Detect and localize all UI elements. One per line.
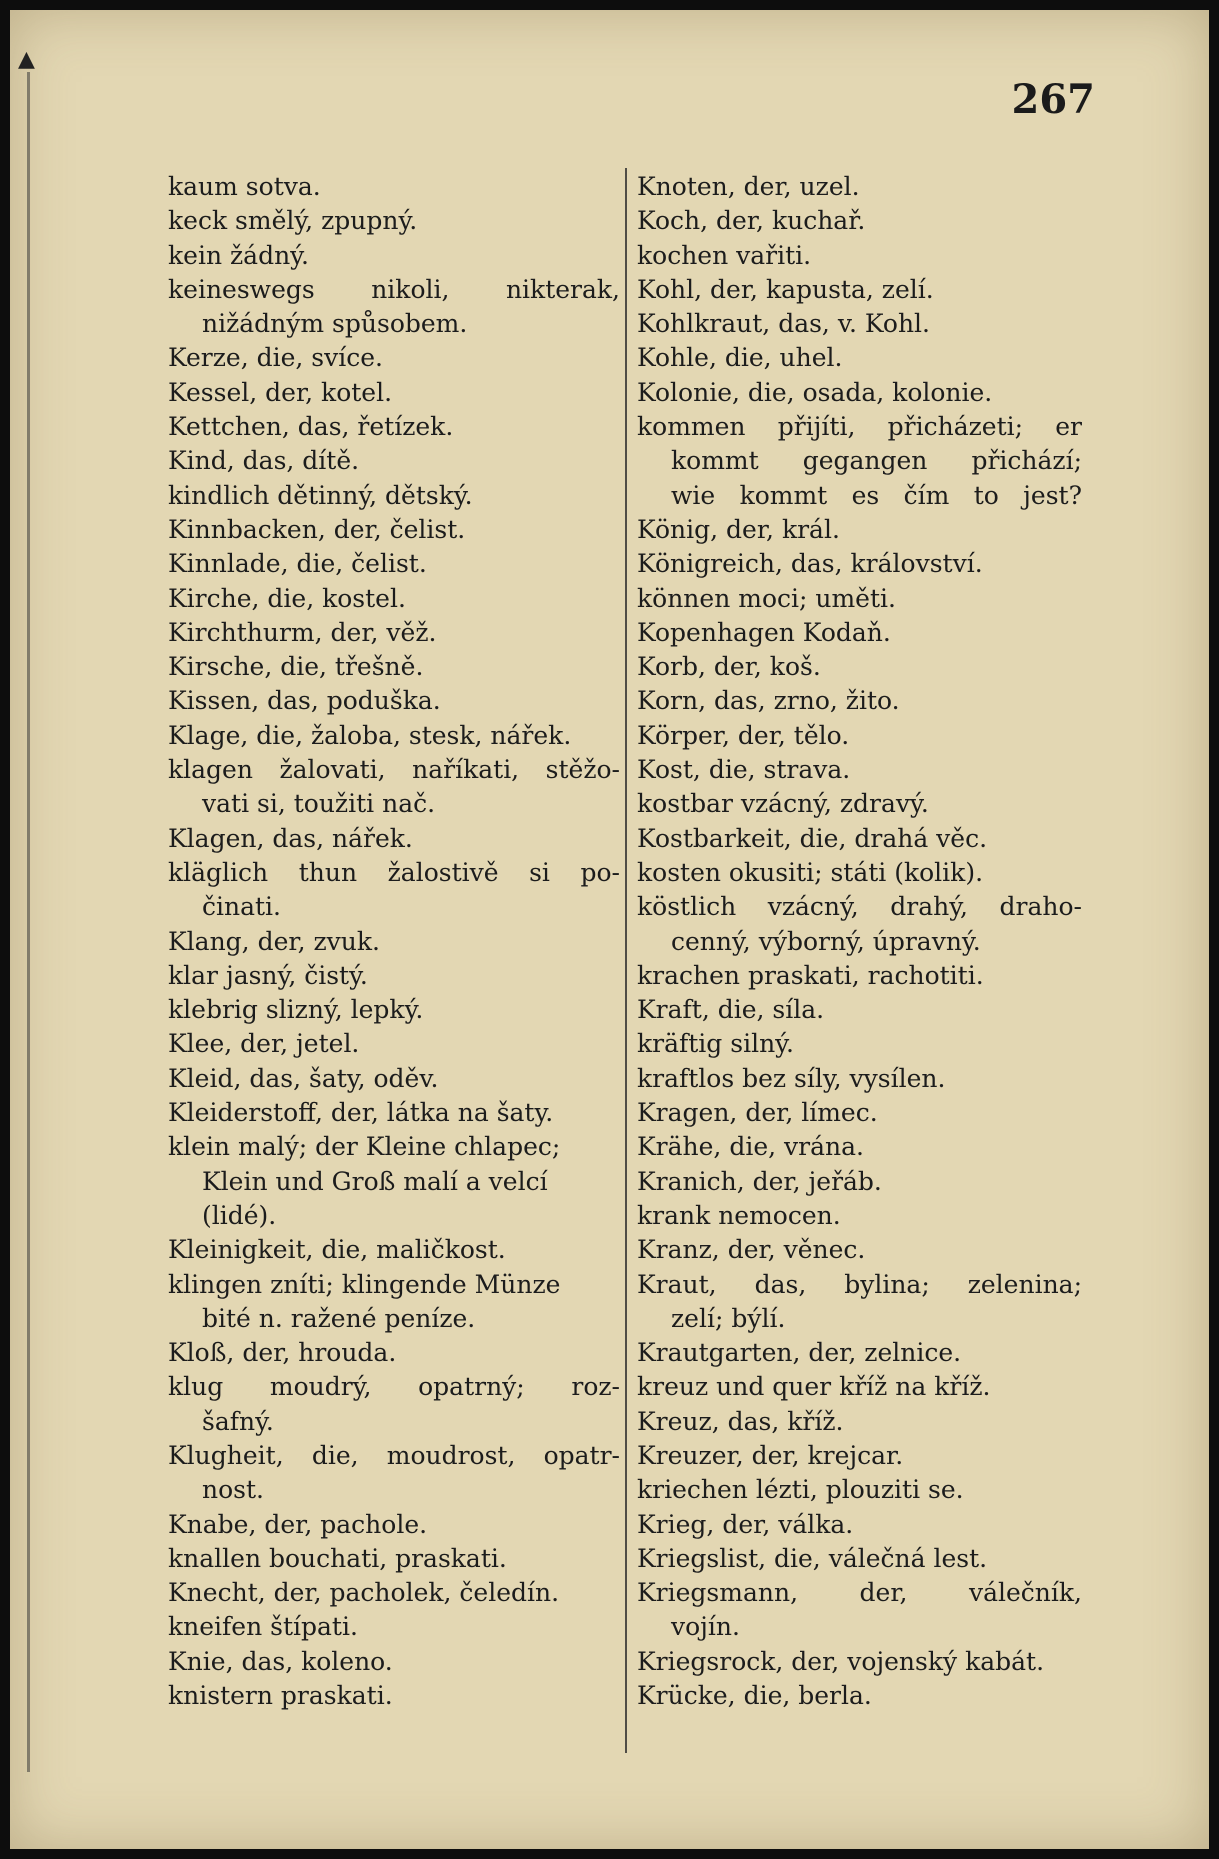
dictionary-entry-line: knistern praskati.	[168, 1681, 393, 1711]
dictionary-entry-line: klar jasný, čistý.	[168, 960, 368, 990]
dictionary-entry-line: Klagen, das, nářek.	[168, 823, 413, 853]
dictionary-entry-line: Kraft, die, síla.	[637, 995, 825, 1025]
dictionary-page	[10, 10, 1209, 1849]
dictionary-entry-line: Kleinigkeit, die, maličkost.	[168, 1235, 506, 1265]
dictionary-entry-line: köstlich vzácný, drahý, draho-	[637, 892, 1082, 922]
dictionary-entry-line: Kranz, der, věnec.	[637, 1235, 866, 1265]
page-number: 267	[1011, 76, 1095, 123]
dictionary-entry-line: kochen vařiti.	[637, 240, 812, 270]
dictionary-entry-line: kräftig silný.	[637, 1029, 794, 1059]
dictionary-entry-line: klug moudrý, opatrný; roz-	[168, 1372, 620, 1402]
dictionary-entry-line: Krücke, die, berla.	[637, 1681, 872, 1711]
dictionary-entry-line: Kohl, der, kapusta, zelí.	[637, 274, 934, 304]
dictionary-entry-line: Kleiderstoff, der, látka na šaty.	[168, 1098, 554, 1128]
dictionary-entry-line: Kinnbacken, der, čelist.	[168, 514, 466, 544]
dictionary-entry-line: klagen žalovati, naříkati, stěžo-	[168, 755, 620, 785]
dictionary-entry-line: vati si, toužiti nač.	[202, 789, 436, 819]
dictionary-entry-line: Kloß, der, hrouda.	[168, 1338, 397, 1368]
dictionary-entry-line: vojín.	[671, 1612, 740, 1642]
dictionary-entry-line: keineswegs nikoli, nikterak,	[168, 274, 620, 304]
dictionary-entry-line: Kessel, der, kotel.	[168, 377, 393, 407]
dictionary-entry-line: Kopenhagen Kodaň.	[637, 617, 891, 647]
dictionary-entry-line: Knoten, der, uzel.	[637, 172, 860, 201]
dictionary-entry-line: Krieg, der, válka.	[637, 1509, 854, 1539]
binding-edge-line	[27, 72, 30, 1772]
dictionary-entry-line: klein malý; der Kleine chlapec;	[168, 1132, 561, 1162]
dictionary-entry-line: (lidé).	[202, 1200, 277, 1230]
dictionary-entry-line: Kolonie, die, osada, kolonie.	[637, 377, 993, 407]
dictionary-entry-line: Kranich, der, jeřáb.	[637, 1166, 882, 1196]
dictionary-entry-line: kraftlos bez síly, vysílen.	[637, 1063, 946, 1093]
dictionary-entry-line: Kirchthurm, der, věž.	[168, 617, 437, 647]
dictionary-entry-line: zelí; býlí.	[671, 1303, 786, 1333]
binding-mark: ▲	[18, 47, 35, 72]
dictionary-entry-line: Kreuzer, der, krejcar.	[637, 1440, 904, 1470]
dictionary-entry-line: Kriegslist, die, válečná lest.	[637, 1543, 988, 1573]
dictionary-entry-line: Klein und Groß malí a velcí	[202, 1166, 548, 1196]
dictionary-entry-line: König, der, král.	[637, 514, 840, 544]
dictionary-entry-line: kostbar vzácný, zdravý.	[637, 789, 929, 819]
dictionary-entry-line: kneifen štípati.	[168, 1612, 358, 1642]
dictionary-entry-line: kommen přijíti, přicházeti; er	[637, 412, 1082, 442]
dictionary-entry-line: Kirche, die, kostel.	[168, 583, 406, 613]
dictionary-entry-line: Knie, das, koleno.	[168, 1646, 393, 1676]
dictionary-entry-line: Knecht, der, pacholek, čeledín.	[168, 1578, 560, 1608]
dictionary-entry-line: činati.	[202, 892, 281, 922]
column-divider	[625, 168, 627, 1753]
dictionary-entry-line: Kleid, das, šaty, oděv.	[168, 1063, 439, 1093]
dictionary-entry-line: Klugheit, die, moudrost, opatr-	[168, 1440, 620, 1470]
dictionary-entry-line: Körper, der, tělo.	[637, 720, 850, 750]
dictionary-entry-line: klebrig slizný, lepký.	[168, 995, 424, 1025]
dictionary-entry-line: nižádným spůsobem.	[202, 309, 468, 339]
dictionary-entry-line: Klang, der, zvuk.	[168, 926, 380, 956]
dictionary-entry-line: Kostbarkeit, die, drahá věc.	[637, 823, 988, 853]
dictionary-entry-line: kindlich dětinný, dětský.	[168, 480, 473, 510]
dictionary-entry-line: wie kommt es čím to jest?	[671, 480, 1082, 510]
dictionary-entry-line: Kettchen, das, řetízek.	[168, 412, 454, 442]
dictionary-entry-line: Königreich, das, království.	[637, 549, 983, 579]
dictionary-entry-line: kein žádný.	[168, 240, 309, 270]
dictionary-entry-line: Kreuz, das, kříž.	[637, 1406, 844, 1436]
dictionary-entry-line: šafný.	[202, 1406, 274, 1436]
dictionary-entry-line: Kinnlade, die, čelist.	[168, 549, 427, 579]
dictionary-entry-line: Kost, die, strava.	[637, 755, 851, 785]
right-column	[637, 170, 1082, 1713]
dictionary-entry-line: Klage, die, žaloba, stesk, nářek.	[168, 720, 572, 750]
dictionary-entry-line: Kirsche, die, třešně.	[168, 652, 424, 682]
dictionary-entry-line: Kerze, die, svíce.	[168, 343, 383, 373]
dictionary-entry-line: Kohle, die, uhel.	[637, 343, 843, 373]
dictionary-entry-line: Kind, das, dítě.	[168, 446, 360, 476]
dictionary-entry-line: Krähe, die, vrána.	[637, 1132, 864, 1162]
dictionary-entry-line: Kriegsrock, der, vojenský kabát.	[637, 1646, 1045, 1676]
dictionary-entry-line: kreuz und quer kříž na kříž.	[637, 1372, 991, 1402]
dictionary-entry-line: Kissen, das, poduška.	[168, 686, 441, 716]
dictionary-entry-line: Kohlkraut, das, v. Kohl.	[637, 309, 930, 339]
dictionary-entry-line: bité n. ražené peníze.	[202, 1303, 476, 1333]
dictionary-entry-line: Krautgarten, der, zelnice.	[637, 1338, 962, 1368]
left-column	[168, 170, 620, 1713]
dictionary-entry-line: cenný, výborný, úpravný.	[671, 926, 981, 956]
dictionary-entry-line: Kragen, der, límec.	[637, 1098, 878, 1128]
dictionary-entry-line: Klee, der, jetel.	[168, 1029, 360, 1059]
dictionary-entry-line: können moci; uměti.	[637, 583, 896, 613]
dictionary-entry-line: nost.	[202, 1475, 264, 1505]
dictionary-entry-line: Kriegsmann, der, válečník,	[637, 1578, 1082, 1608]
dictionary-entry-line: kriechen lézti, plouziti se.	[637, 1475, 964, 1505]
dictionary-entry-line: klingen zníti; klingende Münze	[168, 1269, 561, 1299]
dictionary-entry-line: kommt gegangen přichází;	[671, 446, 1082, 476]
dictionary-entry-line: Koch, der, kuchař.	[637, 206, 866, 236]
dictionary-entry-line: kläglich thun žalostivě si po-	[168, 857, 620, 887]
dictionary-entry-line: Kraut, das, bylina; zelenina;	[637, 1269, 1082, 1299]
dictionary-entry-line: Korn, das, zrno, žito.	[637, 686, 900, 716]
dictionary-entry-line: Korb, der, koš.	[637, 652, 821, 682]
dictionary-entry-line: kosten okusiti; státi (kolik).	[637, 857, 984, 887]
dictionary-entry-line: krank nemocen.	[637, 1200, 841, 1230]
dictionary-entry-line: Knabe, der, pachole.	[168, 1509, 428, 1539]
dictionary-entry-line: knallen bouchati, praskati.	[168, 1543, 507, 1573]
dictionary-entry-line: keck smělý, zpupný.	[168, 206, 418, 236]
dictionary-entry-line: krachen praskati, rachotiti.	[637, 960, 984, 990]
dictionary-entry-line: kaum sotva.	[168, 172, 321, 201]
